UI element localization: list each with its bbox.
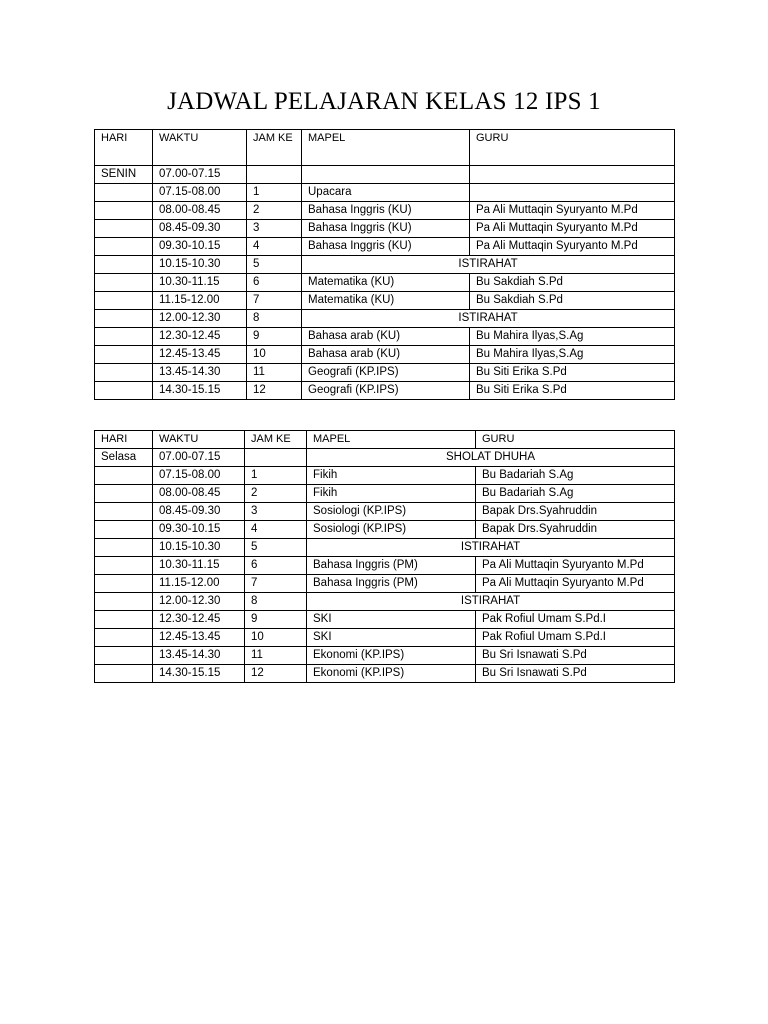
note-cell: ISTIRAHAT <box>307 539 675 557</box>
guru-cell <box>470 184 675 202</box>
guru-cell: Bu Sri Isnawati S.Pd <box>476 647 675 665</box>
guru-cell: Pa Ali Muttaqin Syuryanto M.Pd <box>476 557 675 575</box>
mapel-cell: Bahasa Inggris (PM) <box>307 575 476 593</box>
waktu-cell: 12.00-12.30 <box>153 593 245 611</box>
table-row <box>95 503 675 521</box>
header-waktu: WAKTU <box>153 431 245 449</box>
jam-ke-cell: 10 <box>247 346 302 364</box>
table-row <box>95 485 675 503</box>
note-cell: ISTIRAHAT <box>302 256 675 274</box>
waktu-cell: 08.00-08.45 <box>153 485 245 503</box>
waktu-cell: 07.15-08.00 <box>153 467 245 485</box>
guru-cell: Bapak Drs.Syahruddin <box>476 503 675 521</box>
waktu-cell: 13.45-14.30 <box>153 647 245 665</box>
jam-ke-cell: 9 <box>247 328 302 346</box>
table-row <box>95 202 675 220</box>
waktu-cell: 08.45-09.30 <box>153 503 245 521</box>
hari-cell <box>95 274 153 292</box>
waktu-cell: 07.00-07.15 <box>153 449 245 467</box>
hari-cell: SENIN <box>95 166 153 184</box>
table-row <box>95 184 675 202</box>
hari-cell <box>95 539 153 557</box>
hari-cell <box>95 611 153 629</box>
hari-cell: Selasa <box>95 449 153 467</box>
table-row <box>95 665 675 683</box>
hari-cell <box>95 238 153 256</box>
table-row <box>95 346 675 364</box>
mapel-cell: Ekonomi (KP.IPS) <box>307 665 476 683</box>
jam-ke-cell: 7 <box>245 575 307 593</box>
table-row <box>95 611 675 629</box>
guru-cell: Bu Siti Erika S.Pd <box>470 364 675 382</box>
hari-cell <box>95 485 153 503</box>
mapel-cell: Bahasa Inggris (KU) <box>302 238 470 256</box>
mapel-cell: Geografi (KP.IPS) <box>302 364 470 382</box>
note-cell: SHOLAT DHUHA <box>307 449 675 467</box>
table-row <box>95 557 675 575</box>
header-jam-ke: JAM KE <box>245 431 307 449</box>
table-header-row <box>95 130 675 166</box>
table-row <box>95 292 675 310</box>
guru-cell: Bu Sri Isnawati S.Pd <box>476 665 675 683</box>
waktu-cell: 11.15-12.00 <box>153 292 247 310</box>
table-row <box>95 629 675 647</box>
hari-cell <box>95 593 153 611</box>
hari-cell <box>95 256 153 274</box>
hari-cell <box>95 665 153 683</box>
table-row <box>95 310 675 328</box>
guru-cell: Bu Badariah S.Ag <box>476 485 675 503</box>
mapel-cell: Ekonomi (KP.IPS) <box>307 647 476 665</box>
jam-ke-cell: 11 <box>245 647 307 665</box>
waktu-cell: 12.45-13.45 <box>153 346 247 364</box>
table-row <box>95 593 675 611</box>
hari-cell <box>95 557 153 575</box>
guru-cell: Bu Badariah S.Ag <box>476 467 675 485</box>
guru-cell: Bu Sakdiah S.Pd <box>470 274 675 292</box>
guru-cell: Pa Ali Muttaqin Syuryanto M.Pd <box>470 238 675 256</box>
waktu-cell: 07.15-08.00 <box>153 184 247 202</box>
jam-ke-cell: 5 <box>247 256 302 274</box>
mapel-cell: Fikih <box>307 467 476 485</box>
mapel-cell: SKI <box>307 629 476 647</box>
hari-cell <box>95 328 153 346</box>
guru-cell: Pa Ali Muttaqin Syuryanto M.Pd <box>476 575 675 593</box>
guru-cell <box>470 166 675 184</box>
table-row <box>95 647 675 665</box>
table-row <box>95 575 675 593</box>
waktu-cell: 08.00-08.45 <box>153 202 247 220</box>
waktu-cell: 12.30-12.45 <box>153 611 245 629</box>
guru-cell: Bu Siti Erika S.Pd <box>470 382 675 400</box>
hari-cell <box>95 310 153 328</box>
mapel-cell: Sosiologi (KP.IPS) <box>307 503 476 521</box>
table-row <box>95 274 675 292</box>
hari-cell <box>95 202 153 220</box>
waktu-cell: 14.30-15.15 <box>153 382 247 400</box>
waktu-cell: 11.15-12.00 <box>153 575 245 593</box>
hari-cell <box>95 184 153 202</box>
mapel-cell: Bahasa Inggris (KU) <box>302 202 470 220</box>
guru-cell: Bu Mahira Ilyas,S.Ag <box>470 328 675 346</box>
jam-ke-cell: 5 <box>245 539 307 557</box>
waktu-cell: 12.45-13.45 <box>153 629 245 647</box>
guru-cell: Bu Mahira Ilyas,S.Ag <box>470 346 675 364</box>
waktu-cell: 10.30-11.15 <box>153 557 245 575</box>
table-row <box>95 166 675 184</box>
jam-ke-cell: 11 <box>247 364 302 382</box>
mapel-cell: Bahasa Inggris (PM) <box>307 557 476 575</box>
header-jam-ke: JAM KE <box>247 130 302 166</box>
hari-cell <box>95 647 153 665</box>
hari-cell <box>95 575 153 593</box>
waktu-cell: 09.30-10.15 <box>153 238 247 256</box>
page-title: JADWAL PELAJARAN KELAS 12 IPS 1 <box>167 88 601 115</box>
hari-cell <box>95 364 153 382</box>
waktu-cell: 07.00-07.15 <box>153 166 247 184</box>
jam-ke-cell: 2 <box>247 202 302 220</box>
waktu-cell: 10.15-10.30 <box>153 539 245 557</box>
jam-ke-cell: 1 <box>247 184 302 202</box>
table-header-row <box>95 431 675 449</box>
hari-cell <box>95 467 153 485</box>
hari-cell <box>95 629 153 647</box>
waktu-cell: 14.30-15.15 <box>153 665 245 683</box>
table-row <box>95 521 675 539</box>
hari-cell <box>95 503 153 521</box>
table-row <box>95 539 675 557</box>
hari-cell <box>95 346 153 364</box>
waktu-cell: 10.30-11.15 <box>153 274 247 292</box>
header-hari: HARI <box>95 431 153 449</box>
guru-cell: Pa Ali Muttaqin Syuryanto M.Pd <box>470 220 675 238</box>
header-hari: HARI <box>95 130 153 166</box>
note-cell: ISTIRAHAT <box>307 593 675 611</box>
mapel-cell: Bahasa arab (KU) <box>302 346 470 364</box>
jam-ke-cell: 12 <box>245 665 307 683</box>
jam-ke-cell: 8 <box>245 593 307 611</box>
waktu-cell: 08.45-09.30 <box>153 220 247 238</box>
mapel-cell <box>302 166 470 184</box>
jam-ke-cell: 12 <box>247 382 302 400</box>
jam-ke-cell: 8 <box>247 310 302 328</box>
table-row <box>95 449 675 467</box>
hari-cell <box>95 382 153 400</box>
waktu-cell: 09.30-10.15 <box>153 521 245 539</box>
mapel-cell: Sosiologi (KP.IPS) <box>307 521 476 539</box>
table-row <box>95 328 675 346</box>
table-row <box>95 220 675 238</box>
header-waktu: WAKTU <box>153 130 247 166</box>
mapel-cell: Matematika (KU) <box>302 292 470 310</box>
mapel-cell: Fikih <box>307 485 476 503</box>
jam-ke-cell: 1 <box>245 467 307 485</box>
table-row <box>95 256 675 274</box>
mapel-cell: SKI <box>307 611 476 629</box>
hari-cell <box>95 220 153 238</box>
guru-cell: Bu Sakdiah S.Pd <box>470 292 675 310</box>
waktu-cell: 12.30-12.45 <box>153 328 247 346</box>
mapel-cell: Bahasa arab (KU) <box>302 328 470 346</box>
table-row <box>95 238 675 256</box>
jam-ke-cell <box>245 449 307 467</box>
mapel-cell: Geografi (KP.IPS) <box>302 382 470 400</box>
header-guru: GURU <box>476 431 675 449</box>
jam-ke-cell: 4 <box>247 238 302 256</box>
mapel-cell: Upacara <box>302 184 470 202</box>
jam-ke-cell: 3 <box>247 220 302 238</box>
hari-cell <box>95 521 153 539</box>
note-cell: ISTIRAHAT <box>302 310 675 328</box>
table-row <box>95 467 675 485</box>
guru-cell: Pak Rofiul Umam S.Pd.I <box>476 611 675 629</box>
guru-cell: Pa Ali Muttaqin Syuryanto M.Pd <box>470 202 675 220</box>
schedule-table-selasa <box>94 430 675 683</box>
header-mapel: MAPEL <box>307 431 476 449</box>
jam-ke-cell: 2 <box>245 485 307 503</box>
table-row <box>95 382 675 400</box>
waktu-cell: 12.00-12.30 <box>153 310 247 328</box>
jam-ke-cell <box>247 166 302 184</box>
guru-cell: Pak Rofiul Umam S.Pd.I <box>476 629 675 647</box>
jam-ke-cell: 7 <box>247 292 302 310</box>
waktu-cell: 10.15-10.30 <box>153 256 247 274</box>
jam-ke-cell: 9 <box>245 611 307 629</box>
waktu-cell: 13.45-14.30 <box>153 364 247 382</box>
header-guru: GURU <box>470 130 675 166</box>
mapel-cell: Matematika (KU) <box>302 274 470 292</box>
mapel-cell: Bahasa Inggris (KU) <box>302 220 470 238</box>
table-row <box>95 364 675 382</box>
jam-ke-cell: 6 <box>247 274 302 292</box>
jam-ke-cell: 6 <box>245 557 307 575</box>
jam-ke-cell: 4 <box>245 521 307 539</box>
guru-cell: Bapak Drs.Syahruddin <box>476 521 675 539</box>
schedule-table-senin <box>94 129 675 400</box>
jam-ke-cell: 3 <box>245 503 307 521</box>
hari-cell <box>95 292 153 310</box>
jam-ke-cell: 10 <box>245 629 307 647</box>
header-mapel: MAPEL <box>302 130 470 166</box>
